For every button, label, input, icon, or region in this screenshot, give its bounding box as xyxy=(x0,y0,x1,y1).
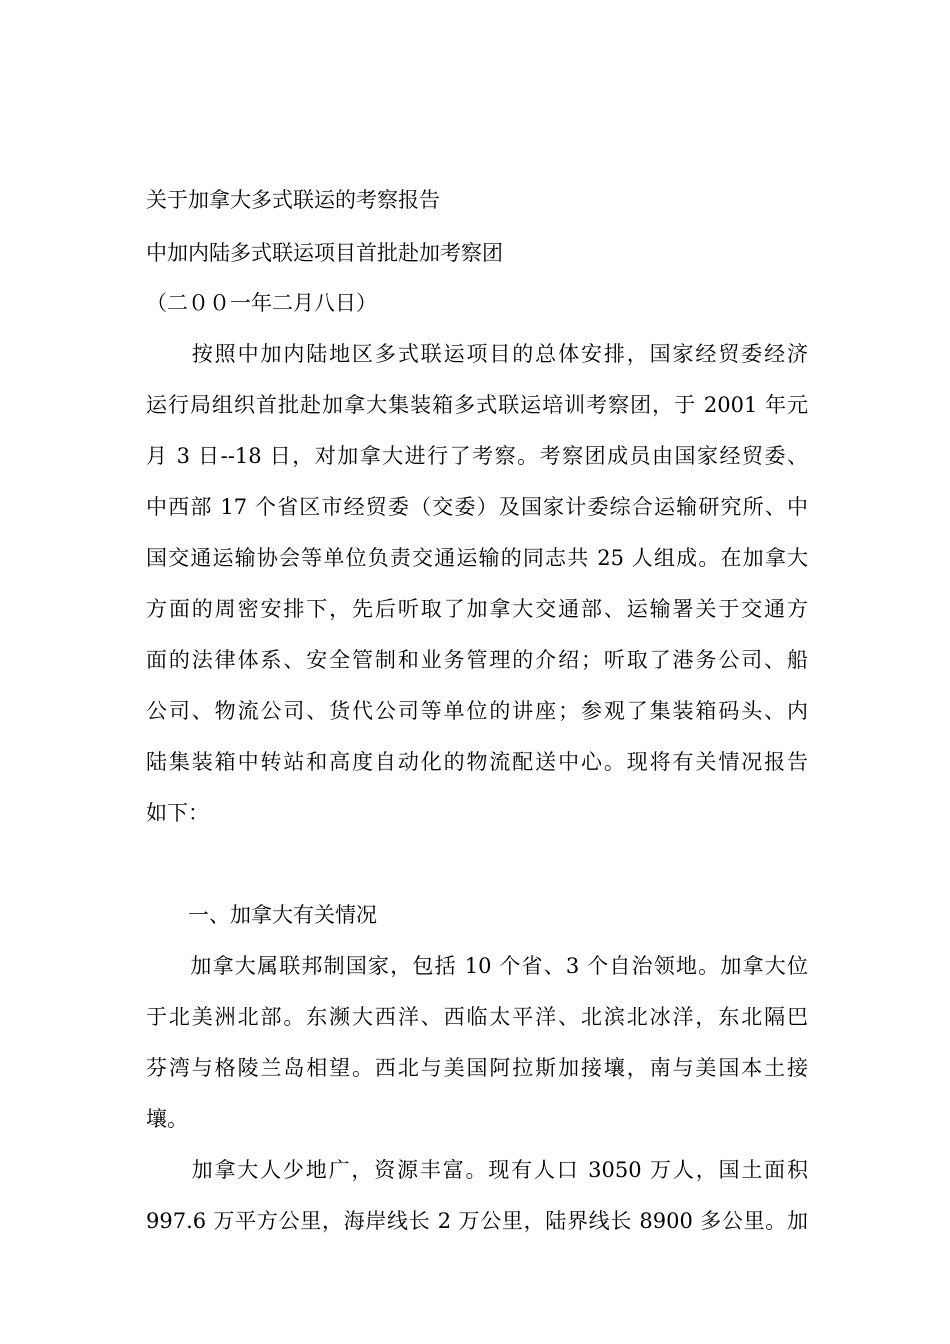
document-title: 关于加拿大多式联运的考察报告 xyxy=(146,188,440,212)
intro-line: 月 3 日--18 日，对加拿大进行了考察。考察团成员由国家经贸委、 xyxy=(146,444,808,468)
intro-line: 中西部 17 个省区市经贸委（交委）及国家计委综合运输研究所、中 xyxy=(146,495,808,519)
document-date: （二００一年二月八日） xyxy=(146,291,377,315)
section1-para2-line: 加拿大人少地广，资源丰富。现有人口 3050 万人，国土面积 xyxy=(146,1158,808,1182)
section-heading: 一、加拿大有关情况 xyxy=(146,903,377,927)
intro-line: 国交通运输协会等单位负责交通运输的同志共 25 人组成。在加拿大 xyxy=(146,546,808,570)
section1-para2-line: 997.6 万平方公里，海岸线长 2 万公里，陆界线长 8900 多公里。加 xyxy=(146,1209,808,1233)
intro-line: 运行局组织首批赴加拿大集装箱多式联运培训考察团，于 2001 年元 xyxy=(146,393,808,417)
intro-line: 如下： xyxy=(146,801,209,825)
section1-para1-line: 于北美洲北部。东濒大西洋、西临太平洋、北滨北冰洋，东北隔巴 xyxy=(146,1005,808,1029)
intro-line: 按照中加内陆地区多式联运项目的总体安排，国家经贸委经济 xyxy=(146,342,808,366)
intro-line: 方面的周密安排下，先后听取了加拿大交通部、运输署关于交通方 xyxy=(146,597,808,621)
section1-para1-line: 加拿大属联邦制国家，包括 10 个省、3 个自治领地。加拿大位 xyxy=(146,954,808,978)
intro-line: 陆集装箱中转站和高度自动化的物流配送中心。现将有关情况报告 xyxy=(146,750,808,774)
section1-para1-line: 芬湾与格陵兰岛相望。西北与美国阿拉斯加接壤，南与美国本土接 xyxy=(146,1056,808,1080)
intro-line: 公司、物流公司、货代公司等单位的讲座；参观了集装箱码头、内 xyxy=(146,699,808,723)
section1-para1-line: 壤。 xyxy=(146,1107,188,1131)
intro-line: 面的法律体系、安全管制和业务管理的介绍；听取了港务公司、船 xyxy=(146,648,808,672)
document-author: 中加内陆多式联运项目首批赴加考察团 xyxy=(146,241,503,265)
